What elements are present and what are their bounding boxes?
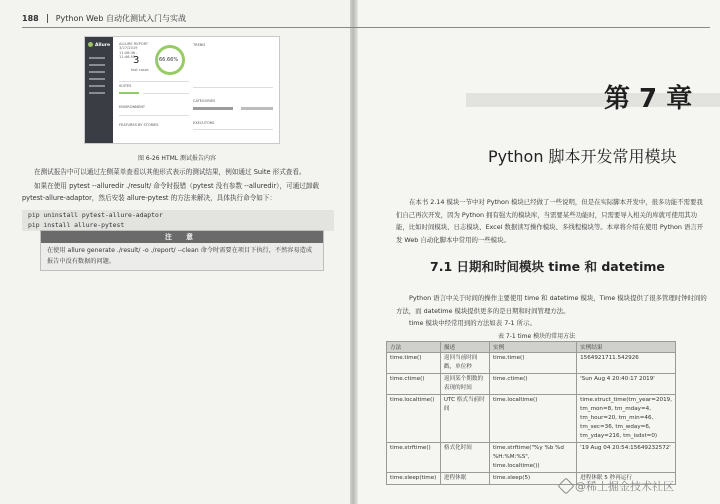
book-gutter bbox=[350, 0, 358, 504]
table-cell: time.time() bbox=[489, 353, 576, 374]
table-header: 描述 bbox=[440, 342, 489, 353]
table-cell: 'Sun Aug 4 20:40:17 2019' bbox=[577, 374, 676, 395]
watermark-text: @稀土掘金技术社区 bbox=[575, 480, 674, 493]
allure-report-figure bbox=[84, 36, 280, 144]
table-cell: 格式化时间 bbox=[440, 443, 489, 473]
table-row bbox=[387, 443, 676, 473]
suites-label: SUITES bbox=[119, 84, 132, 88]
sidebar-nav-item bbox=[89, 92, 105, 94]
table-header: 实例结果 bbox=[577, 342, 676, 353]
section-paragraph: time 模块中经常用到的方法如表 7-1 所示。 bbox=[409, 319, 536, 327]
section-paragraph: Python 语言中关于时间的操作主要使用 time 和 datetime 模块，Time 模块提供了很多管理时钟时间的方法，而 datetime 模块提供更多的是日期和时间管理方法。 bbox=[396, 294, 707, 315]
table-cell: time.strftime() bbox=[387, 443, 441, 473]
environment-label: ENVIRONMENT bbox=[119, 105, 146, 109]
report-title: ALLURE REPORT 3/27/2019 11:46:46 - 11:46:50 bbox=[119, 42, 149, 60]
divider bbox=[193, 87, 273, 88]
table-cell: time.time() bbox=[387, 353, 441, 374]
allure-logo: Allure bbox=[88, 42, 110, 48]
header-rule bbox=[22, 27, 710, 28]
chapter-label: 第 7 章 bbox=[604, 84, 693, 114]
test-count-label: test cases bbox=[131, 68, 149, 72]
note-box bbox=[40, 230, 324, 271]
sidebar-nav-item bbox=[89, 85, 105, 87]
sidebar-nav-item bbox=[89, 64, 105, 66]
table-cell: '19 Aug 04 20:54:15649232572' bbox=[577, 443, 676, 473]
table-row bbox=[387, 353, 676, 374]
category-bar bbox=[193, 107, 233, 110]
sidebar-nav-item bbox=[89, 78, 105, 80]
table-caption: 表 7-1 time 模块的常用方法 bbox=[498, 333, 576, 340]
categories-label: CATEGORIES bbox=[193, 99, 216, 103]
trend-label: TREND bbox=[193, 43, 206, 47]
intro-paragraph: 在本书 2.14 模块一节中对 Python 模块已经做了一些说明，但是在实际脚本开发中，很多功能不需要我们自己再次开发，因为 Python 拥有强大的模块库，当需要某些功能时，只需要导入相关的库就可使用其功能，比如时间模块、日志模块、Excel 数据读写操作模块、多线程模块等。本章将介绍在使用 Python 语言开发 Web 自动化脚本中常用的一些模块。 bbox=[396, 198, 704, 244]
header-divider bbox=[47, 14, 48, 23]
table-cell: 返回当前时间戳，单位秒 bbox=[440, 353, 489, 374]
table-cell: 1564921711.542926 bbox=[577, 353, 676, 374]
running-head bbox=[22, 13, 186, 24]
divider bbox=[119, 115, 189, 116]
table-cell: 返回某个期数的表现的时间 bbox=[440, 374, 489, 395]
table-row bbox=[387, 374, 676, 395]
executors-label: EXECUTORS bbox=[193, 121, 215, 125]
table-cell: time.sleep(5) bbox=[489, 473, 576, 485]
table-header-row bbox=[387, 342, 676, 353]
features-label: FEATURES BY STORIES bbox=[119, 123, 159, 127]
table-cell: time.localtime() bbox=[387, 395, 441, 443]
divider bbox=[193, 129, 273, 130]
sidebar-nav-item bbox=[89, 57, 105, 59]
code-line: pip uninstall pytest-allure-adaptor bbox=[28, 211, 163, 219]
pass-rate-text: 66.66% bbox=[159, 57, 179, 63]
suite-bar bbox=[119, 92, 139, 94]
divider bbox=[143, 93, 189, 94]
running-title: Python Web 自动化测试入门与实战 bbox=[55, 14, 186, 23]
figure-caption: 图 6-26 HTML 测试报告内容 bbox=[138, 155, 217, 162]
table-cell: time.ctime() bbox=[489, 374, 576, 395]
page-number: 188 bbox=[22, 14, 39, 23]
divider bbox=[119, 81, 189, 82]
note-title: 注 意 bbox=[41, 231, 323, 243]
table-row bbox=[387, 395, 676, 443]
table-cell: time.strftime("%y %b %d %H:%M:%S", time.localtime()) bbox=[489, 443, 576, 473]
note-body: 在使用 allure generate ./result/ -o ./report/ --clean 命令时需要在项目下执行，不然容易造成报告中没有数据的问题。 bbox=[47, 247, 313, 265]
table-cell: time.struct_time(tm_year=2019, tm_mon=8, tm_mday=4, tm_hour=20, tm_min=46, tm_sec=36, tm_wday=6, tm_yday=216, tm_isdst=0) bbox=[577, 395, 676, 443]
paragraph: 在测试报告中可以通过左侧菜单查看以其他形式表示的测试结果，例如通过 Suite 形式查看。 bbox=[34, 168, 306, 176]
table-header: 实例 bbox=[489, 342, 576, 353]
paragraph: 如果在使用 pytest --alluredir ./result/ 命令时报错（pytest 没有参数 --alluredir），可通过卸载 pytest-allure-adaptor，然后安装 allure-pytest 的方法来解决，具体执行命令如下： bbox=[22, 182, 320, 202]
table-header: 方法 bbox=[387, 342, 441, 353]
test-count: 3 bbox=[133, 55, 140, 66]
watermark bbox=[560, 478, 674, 494]
section-title: 7.1 日期和时间模块 time 和 datetime bbox=[430, 259, 665, 274]
watermark-logo-icon bbox=[558, 478, 575, 495]
chapter-title: Python 脚本开发常用模块 bbox=[488, 147, 677, 166]
time-methods-table bbox=[386, 341, 676, 485]
table-cell: UTC 格式当前时间 bbox=[440, 395, 489, 443]
allure-sidebar bbox=[85, 37, 113, 143]
table-cell: time.ctime() bbox=[387, 374, 441, 395]
table-cell: 进程休眠 5 秒再运行 bbox=[577, 473, 676, 485]
code-block bbox=[22, 210, 334, 231]
table-cell: time.sleep(time) bbox=[387, 473, 441, 485]
code-line: pip install allure-pytest bbox=[28, 220, 125, 229]
category-bar bbox=[241, 107, 273, 110]
sidebar-nav-item bbox=[89, 71, 105, 73]
table-cell: time.localtime() bbox=[489, 395, 576, 443]
table-cell: 进程休眠 bbox=[440, 473, 489, 485]
